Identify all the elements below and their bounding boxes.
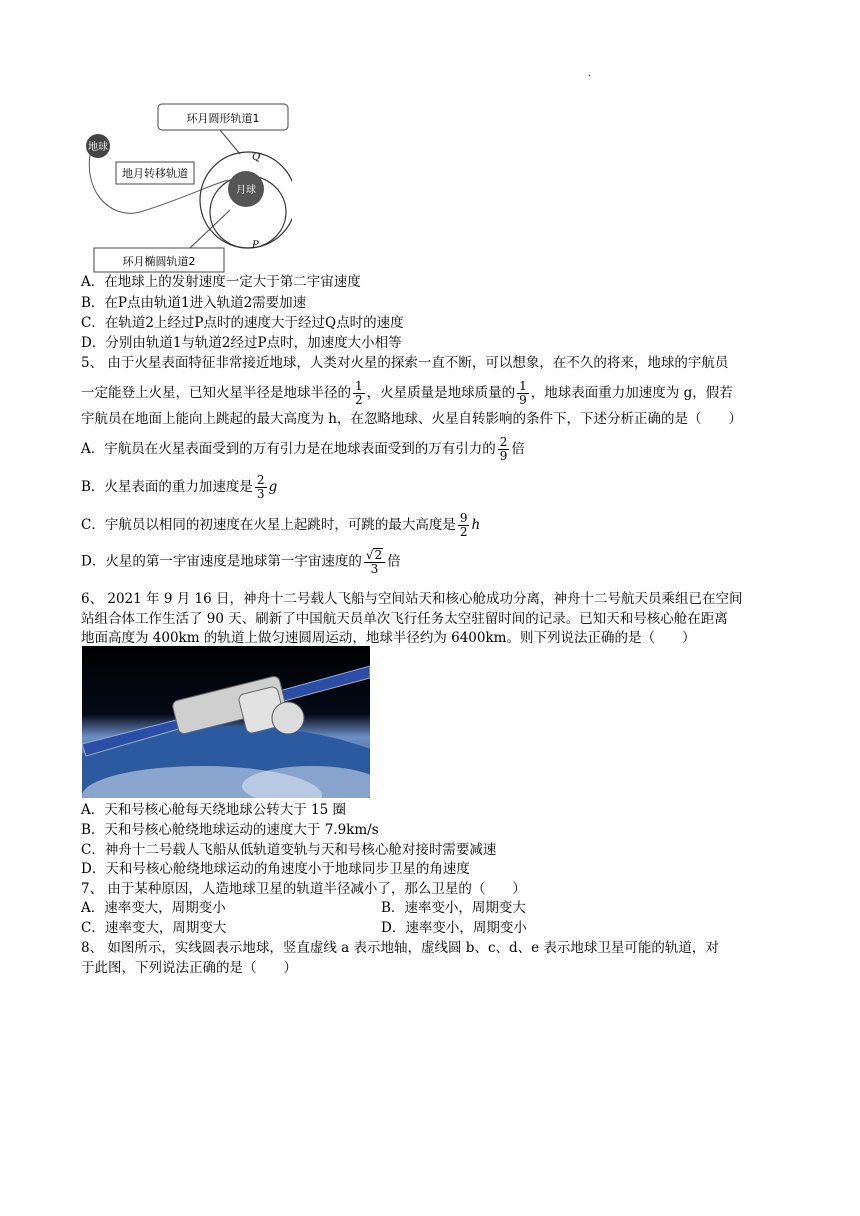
q6-option-d: D．天和号核心舱绕地球运动的角速度小于地球同步卫星的角速度 [81,861,470,877]
q6-option-a: A．天和号核心舱每天绕地球公转大于 15 圈 [81,802,347,818]
q5-stem-line3: 宇航员在地面上能向上跳起的最大高度为 h，在忽略地球、火星自转影响的条件下，下述分析正确的是（ ） [81,411,742,427]
space-station-photo [82,646,370,798]
transfer-orbit-label: 地月转移轨道 [122,167,188,180]
orbit2-label: 环月椭圆轨道2 [122,255,196,268]
orbit1-label: 环月圆形轨道1 [186,112,260,125]
q5-text: ，火星质量是地球质量的 [366,385,516,401]
fraction: $\frac{1}{9}$ [519,379,527,407]
q6-stem-line2: 站组合体工作生活了 90 天、刷新了中国航天员单次飞行任务太空驻留时间的记录。已知天和号核心舱在距离 [81,611,728,627]
q5-stem-line1: 5、 由于火星表面特征非常接近地球，人类对火星的探索一直不断，可以想象，在不久的将来，地球的宇航员 [81,355,729,371]
q4-option-b: B．在P点由轨道1进入轨道2需要加速 [81,295,307,311]
moon-label: 月球 [236,185,256,196]
q8-stem-line2: 于此图，下列说法正确的是（ ） [81,960,297,976]
q4-option-c: C．在轨道2上经过P点时的速度大于经过Q点时的速度 [81,315,404,331]
q5-text: ，地球表面重力加速度为 g，假若 [530,385,733,401]
q4-option-d: D．分别由轨道1与轨道2经过P点时，加速度大小相等 [81,335,402,351]
q8-stem-line1: 8、 如图所示，实线圆表示地球，竖直虚线 a 表示地轴，虚线圆 b、c、d、e 表示地球卫星可能的轨道，对 [81,940,719,956]
q7-stem: 7、 由于某种原因，人造地球卫星的轨道半径减小了，那么卫星的（ ） [81,881,526,897]
q6-option-c: C．神舟十二号载人飞船从低轨道变轨与天和号核心舱对接时需要减速 [81,842,497,858]
orbit-diagram [80,100,292,275]
point-q-label: Q [252,152,261,163]
q5-stem-line2 [81,380,733,407]
q5-option-d: D．火星的第一宇宙速度是地球第一宇宙速度的 $\frac{√2}{3}$ 倍 [81,548,401,576]
q4-option-a: A．在地球上的发射速度一定大于第二宇宙速度 [81,274,361,290]
q7-option-a: A．速率变大，周期变小 [81,900,226,916]
q5-text: 一定能登上火星，已知火星半径是地球半径的 [81,385,351,401]
q5-option-b: B．火星表面的重力加速度是 $\frac{2}{3}$ g [81,473,278,501]
q6-stem-line3: 地面高度为 400km 的轨道上做匀速圆周运动，地球半径约为 6400km。则下列说法正确的是（ ） [81,630,696,646]
point-p-label: P [252,240,259,251]
header-dot: . [588,68,592,79]
earth-label: 地球 [88,142,108,153]
q7-option-b: B．速率变小，周期变大 [381,900,526,916]
q6-option-b: B．天和号核心舱绕地球运动的速度大于 7.9km/s [81,822,379,838]
fraction: $\frac{1}{2}$ [355,379,363,407]
q5-option-c: C．宇航员以相同的初速度在火星上起跳时，可跳的最大高度是 $\frac{9}{2}$ h [81,511,481,539]
q5-option-a: A．宇航员在火星表面受到的万有引力是在地球表面受到的万有引力的 $\frac{2}{9}$ 倍 [81,435,525,463]
q7-option-d: D．速率变小，周期变小 [381,920,527,936]
q6-stem-line1: 6、 2021 年 9 月 16 日，神舟十二号载人飞船与空间站天和核心舱成功分离，神舟十二号航天员乘组已在空间 [81,591,743,607]
q7-option-c: C．速率变大，周期变大 [81,920,227,936]
